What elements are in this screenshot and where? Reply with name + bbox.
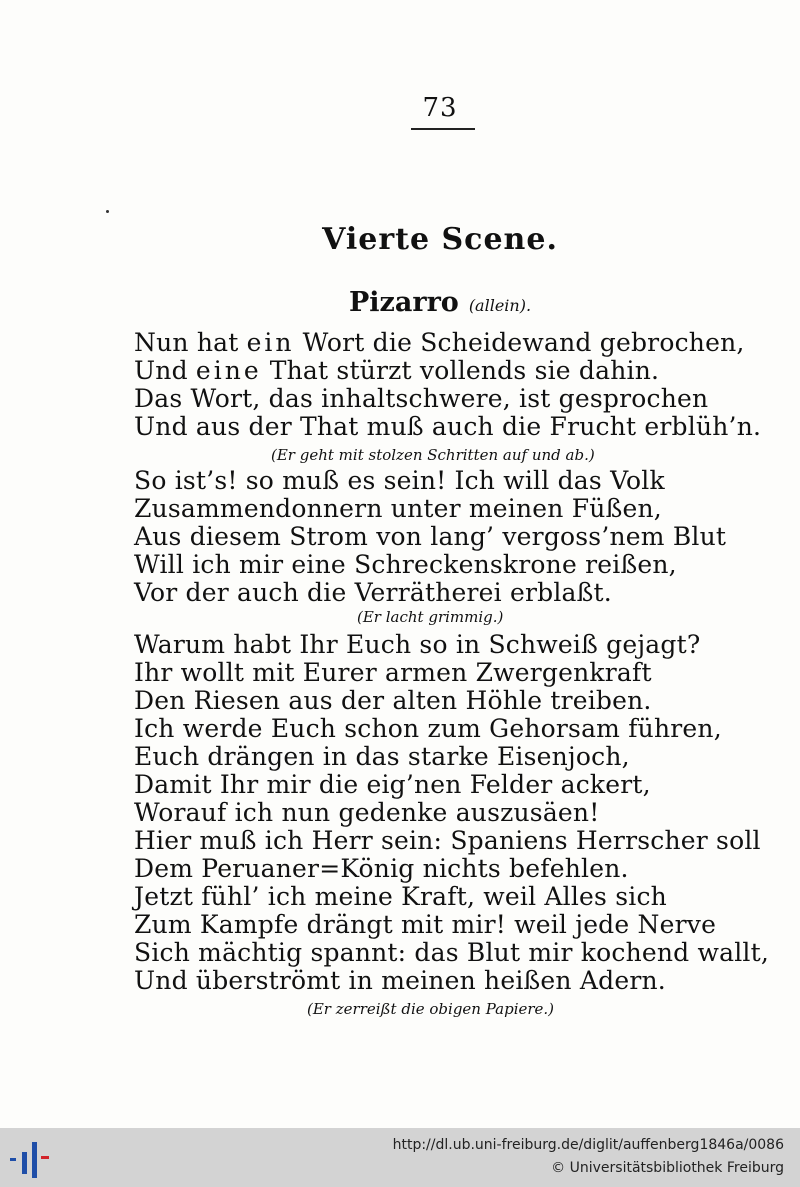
verse-line xyxy=(134,328,745,357)
permalink-url[interactable]: http://dl.ub.uni-freiburg.de/diglit/auffenberg1846a/0086 xyxy=(392,1137,784,1153)
verse-line: Damit Ihr mir die eig’nen Felder ackert, xyxy=(134,770,651,799)
verse-text: Nun hat xyxy=(134,328,247,357)
verse-line: Will ich mir eine Schreckenskrone reißen, xyxy=(134,550,677,579)
stage-direction: (Er geht mit stolzen Schritten auf und ab.) xyxy=(271,446,595,464)
verse-line: Und aus der That muß auch die Frucht erblüh’n. xyxy=(134,412,762,441)
stage-direction: (Er zerreißt die obigen Papiere.) xyxy=(307,1000,555,1018)
verse-line: Vor der auch die Verrätherei erblaßt. xyxy=(134,578,612,607)
scene-title: Vierte Scene. xyxy=(322,222,558,257)
verse-line: Zum Kampfe drängt mit mir! weil jede Nerve xyxy=(134,910,717,939)
verse-line: Zusammendonnern unter meinen Füßen, xyxy=(134,494,662,523)
verse-line: Ihr wollt mit Eurer armen Zwergenkraft xyxy=(134,658,652,687)
verse-line: Ich werde Euch schon zum Gehorsam führen, xyxy=(134,714,722,743)
verse-line: Aus diesem Strom von lang’ vergoss’nem Blut xyxy=(134,522,727,551)
verse-text: Und xyxy=(134,356,196,385)
verse-emphasis: eine xyxy=(195,356,262,385)
verse-line: Dem Peruaner=König nichts befehlen. xyxy=(134,854,629,883)
verse-line: Jetzt fühl’ ich meine Kraft, weil Alles sich xyxy=(134,882,667,911)
stage-direction: (Er lacht grimmig.) xyxy=(357,608,504,626)
speaker-stage-note: (allein). xyxy=(468,296,532,315)
speaker-heading xyxy=(0,287,800,318)
verse-line: Hier muß ich Herr sein: Spaniens Herrscher soll xyxy=(134,826,761,855)
library-logo-icon xyxy=(8,1138,52,1178)
page-number: 73 xyxy=(422,93,458,123)
verse-emphasis: ein xyxy=(246,328,295,357)
speaker-name: Pizarro xyxy=(348,287,459,318)
verse-line: Worauf ich nun gedenke auszusäen! xyxy=(134,798,600,827)
verse-text: That stürzt vollends sie dahin. xyxy=(261,356,660,385)
verse-line: So ist’s! so muß es sein! Ich will das Volk xyxy=(134,466,665,495)
verse-line: Den Riesen aus der alten Höhle treiben. xyxy=(134,686,652,715)
copyright-notice: © Universitätsbibliothek Freiburg xyxy=(551,1160,784,1176)
verse-line xyxy=(134,356,659,385)
verse-line: Und überströmt in meinen heißen Adern. xyxy=(134,966,666,995)
verse-line: Euch drängen in das starke Eisenjoch, xyxy=(134,742,630,771)
verse-line: Sich mächtig spannt: das Blut mir kochend wallt, xyxy=(134,938,770,967)
verse-line: Das Wort, das inhaltschwere, ist gesprochen xyxy=(134,384,709,413)
footer-bar xyxy=(0,1128,800,1187)
verse-text: Wort die Scheidewand gebrochen, xyxy=(294,328,745,357)
margin-speck xyxy=(106,210,109,213)
page-number-rule xyxy=(411,128,475,130)
verse-line: Warum habt Ihr Euch so in Schweiß gejagt? xyxy=(134,630,701,659)
